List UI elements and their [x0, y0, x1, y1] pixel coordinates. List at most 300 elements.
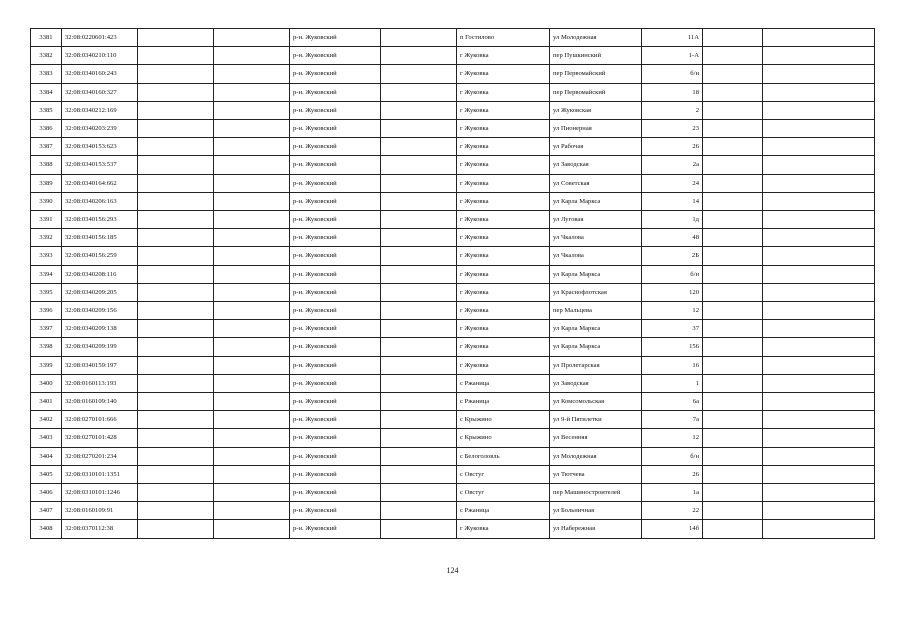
house-number-cell: 37 [642, 320, 703, 338]
empty-cell [381, 156, 457, 174]
empty-cell [381, 302, 457, 320]
house-number-cell: 23 [642, 120, 703, 138]
row-number-cell: 3408 [31, 520, 62, 538]
empty-cell [763, 192, 875, 210]
empty-cell [138, 211, 214, 229]
empty-cell [703, 447, 763, 465]
empty-cell [138, 374, 214, 392]
street-cell: пер Пушкинский [550, 47, 642, 65]
empty-cell [214, 174, 290, 192]
table-row [31, 502, 875, 520]
empty-cell [703, 29, 763, 47]
empty-cell [763, 156, 875, 174]
street-cell: ул Чкалова [550, 229, 642, 247]
empty-cell [763, 83, 875, 101]
cadastral-number-cell: 32:08:0340210:110 [62, 47, 138, 65]
cadastral-number-cell: 32:08:0310101:1246 [62, 484, 138, 502]
settlement-cell: г Жуковка [457, 101, 550, 119]
settlement-cell: г Жуковка [457, 138, 550, 156]
empty-cell [763, 447, 875, 465]
empty-cell [214, 156, 290, 174]
empty-cell [214, 374, 290, 392]
cadastral-number-cell: 32:08:0340209:156 [62, 302, 138, 320]
cadastral-number-cell: 32:08:0340160:243 [62, 65, 138, 83]
cadastral-number-cell: 32:08:0220601:423 [62, 29, 138, 47]
empty-cell [214, 393, 290, 411]
empty-cell [703, 520, 763, 538]
settlement-cell: г Жуковка [457, 283, 550, 301]
table-row [31, 174, 875, 192]
empty-cell [138, 411, 214, 429]
row-number-cell: 3397 [31, 320, 62, 338]
district-cell: р-н. Жуковский [290, 247, 381, 265]
empty-cell [138, 229, 214, 247]
house-number-cell: б/н [642, 65, 703, 83]
empty-cell [214, 411, 290, 429]
empty-cell [381, 120, 457, 138]
empty-cell [214, 65, 290, 83]
house-number-cell: б/н [642, 265, 703, 283]
street-cell: пер Первомайский [550, 65, 642, 83]
street-cell: пер Мальцева [550, 302, 642, 320]
district-cell: р-н. Жуковский [290, 211, 381, 229]
empty-cell [381, 265, 457, 283]
settlement-cell: с Овстуг [457, 484, 550, 502]
empty-cell [381, 429, 457, 447]
empty-cell [763, 47, 875, 65]
cadastral-number-cell: 32:08:0160109:140 [62, 393, 138, 411]
house-number-cell: 48 [642, 229, 703, 247]
district-cell: р-н. Жуковский [290, 338, 381, 356]
table-row [31, 29, 875, 47]
page-number: 124 [446, 566, 459, 575]
settlement-cell: г Жуковка [457, 247, 550, 265]
row-number-cell: 3401 [31, 393, 62, 411]
street-cell: ул Карла Маркса [550, 265, 642, 283]
settlement-cell: г Жуковка [457, 47, 550, 65]
empty-cell [763, 120, 875, 138]
row-number-cell: 3404 [31, 447, 62, 465]
row-number-cell: 3393 [31, 247, 62, 265]
empty-cell [214, 465, 290, 483]
empty-cell [703, 247, 763, 265]
street-cell: ул Молодежная [550, 447, 642, 465]
district-cell: р-н. Жуковский [290, 484, 381, 502]
row-number-cell: 3399 [31, 356, 62, 374]
empty-cell [703, 120, 763, 138]
house-number-cell: 2Б [642, 247, 703, 265]
empty-cell [381, 374, 457, 392]
empty-cell [763, 211, 875, 229]
cadastral-number-cell: 32:08:0340153:537 [62, 156, 138, 174]
table-row [31, 465, 875, 483]
street-cell: ул Луговая [550, 211, 642, 229]
row-number-cell: 3381 [31, 29, 62, 47]
empty-cell [138, 302, 214, 320]
district-cell: р-н. Жуковский [290, 320, 381, 338]
table-row [31, 356, 875, 374]
cadastral-number-cell: 32:08:0370112:38 [62, 520, 138, 538]
empty-cell [703, 174, 763, 192]
empty-cell [703, 374, 763, 392]
empty-cell [381, 484, 457, 502]
district-cell: р-н. Жуковский [290, 192, 381, 210]
district-cell: р-н. Жуковский [290, 502, 381, 520]
street-cell: ул Комсомольская [550, 393, 642, 411]
row-number-cell: 3394 [31, 265, 62, 283]
empty-cell [763, 174, 875, 192]
settlement-cell: г Жуковка [457, 65, 550, 83]
house-number-cell: 26 [642, 138, 703, 156]
settlement-cell: с Белоголовль [457, 447, 550, 465]
row-number-cell: 3389 [31, 174, 62, 192]
empty-cell [703, 302, 763, 320]
empty-cell [381, 47, 457, 65]
empty-cell [381, 174, 457, 192]
settlement-cell: г Жуковка [457, 83, 550, 101]
street-cell: ул Карла Маркса [550, 338, 642, 356]
street-cell: ул Рабочая [550, 138, 642, 156]
empty-cell [138, 138, 214, 156]
row-number-cell: 3398 [31, 338, 62, 356]
empty-cell [214, 484, 290, 502]
house-number-cell: 14 [642, 192, 703, 210]
house-number-cell: 1-А [642, 47, 703, 65]
empty-cell [214, 265, 290, 283]
empty-cell [138, 47, 214, 65]
table-row [31, 65, 875, 83]
settlement-cell: с Крыжино [457, 411, 550, 429]
empty-cell [138, 192, 214, 210]
settlement-cell: с Ржаница [457, 502, 550, 520]
street-cell: ул Весенняя [550, 429, 642, 447]
district-cell: р-н. Жуковский [290, 374, 381, 392]
settlement-cell: г Жуковка [457, 174, 550, 192]
district-cell: р-н. Жуковский [290, 393, 381, 411]
empty-cell [214, 447, 290, 465]
row-number-cell: 3388 [31, 156, 62, 174]
cadastral-number-cell: 32:08:0310101:1351 [62, 465, 138, 483]
empty-cell [138, 320, 214, 338]
empty-cell [381, 192, 457, 210]
empty-cell [703, 320, 763, 338]
house-number-cell: 2 [642, 101, 703, 119]
cadastral-number-cell: 32:08:0340156:293 [62, 211, 138, 229]
empty-cell [381, 283, 457, 301]
empty-cell [763, 502, 875, 520]
empty-cell [763, 302, 875, 320]
empty-cell [763, 101, 875, 119]
empty-cell [214, 192, 290, 210]
table-row [31, 247, 875, 265]
street-cell: ул Краснофлотская [550, 283, 642, 301]
row-number-cell: 3406 [31, 484, 62, 502]
empty-cell [703, 138, 763, 156]
empty-cell [214, 356, 290, 374]
empty-cell [214, 429, 290, 447]
street-cell: ул Карла Маркса [550, 320, 642, 338]
empty-cell [763, 411, 875, 429]
table-row [31, 520, 875, 538]
empty-cell [763, 465, 875, 483]
address-registry-table [30, 28, 875, 539]
table-row [31, 447, 875, 465]
street-cell: ул Набережная [550, 520, 642, 538]
cadastral-number-cell: 32:08:0340209:138 [62, 320, 138, 338]
empty-cell [703, 229, 763, 247]
empty-cell [214, 83, 290, 101]
cadastral-number-cell: 32:08:0340156:259 [62, 247, 138, 265]
empty-cell [703, 484, 763, 502]
empty-cell [214, 229, 290, 247]
house-number-cell: 14б [642, 520, 703, 538]
cadastral-number-cell: 32:08:0340159:197 [62, 356, 138, 374]
cadastral-number-cell: 32:08:0340160:327 [62, 83, 138, 101]
cadastral-number-cell: 32:08:0160109:91 [62, 502, 138, 520]
row-number-cell: 3395 [31, 283, 62, 301]
table-row [31, 192, 875, 210]
district-cell: р-н. Жуковский [290, 83, 381, 101]
street-cell: ул Заводская [550, 374, 642, 392]
settlement-cell: г Жуковка [457, 338, 550, 356]
street-cell: ул Карла Маркса [550, 192, 642, 210]
house-number-cell: 1а [642, 484, 703, 502]
empty-cell [703, 65, 763, 83]
house-number-cell: 6а [642, 393, 703, 411]
empty-cell [214, 101, 290, 119]
empty-cell [381, 211, 457, 229]
empty-cell [703, 211, 763, 229]
cadastral-number-cell: 32:08:0340209:205 [62, 283, 138, 301]
district-cell: р-н. Жуковский [290, 29, 381, 47]
district-cell: р-н. Жуковский [290, 229, 381, 247]
table-row [31, 120, 875, 138]
street-cell: пер Машиностроителей [550, 484, 642, 502]
empty-cell [138, 429, 214, 447]
settlement-cell: с Ржаница [457, 374, 550, 392]
empty-cell [763, 520, 875, 538]
cadastral-number-cell: 32:08:0270101:428 [62, 429, 138, 447]
cadastral-number-cell: 32:08:0340206:163 [62, 192, 138, 210]
empty-cell [138, 484, 214, 502]
empty-cell [214, 520, 290, 538]
empty-cell [763, 247, 875, 265]
empty-cell [381, 393, 457, 411]
empty-cell [763, 265, 875, 283]
house-number-cell: 18 [642, 83, 703, 101]
empty-cell [763, 229, 875, 247]
empty-cell [381, 29, 457, 47]
empty-cell [703, 465, 763, 483]
empty-cell [763, 338, 875, 356]
empty-cell [381, 338, 457, 356]
settlement-cell: с Овстуг [457, 465, 550, 483]
empty-cell [703, 393, 763, 411]
street-cell: ул Чкалова [550, 247, 642, 265]
table-row [31, 138, 875, 156]
row-number-cell: 3385 [31, 101, 62, 119]
empty-cell [138, 338, 214, 356]
empty-cell [763, 393, 875, 411]
table-row [31, 283, 875, 301]
table-row [31, 47, 875, 65]
empty-cell [381, 247, 457, 265]
empty-cell [214, 247, 290, 265]
empty-cell [381, 320, 457, 338]
empty-cell [703, 429, 763, 447]
cadastral-number-cell: 32:08:0160113:193 [62, 374, 138, 392]
empty-cell [763, 429, 875, 447]
empty-cell [138, 447, 214, 465]
empty-cell [381, 101, 457, 119]
cadastral-number-cell: 32:08:0340153:623 [62, 138, 138, 156]
street-cell: пер Первомайский [550, 83, 642, 101]
street-cell: ул 9-й Пятилетки [550, 411, 642, 429]
district-cell: р-н. Жуковский [290, 265, 381, 283]
row-number-cell: 3382 [31, 47, 62, 65]
district-cell: р-н. Жуковский [290, 429, 381, 447]
empty-cell [381, 138, 457, 156]
empty-cell [214, 302, 290, 320]
settlement-cell: г Жуковка [457, 120, 550, 138]
table-row [31, 429, 875, 447]
empty-cell [138, 101, 214, 119]
settlement-cell: г Жуковка [457, 520, 550, 538]
district-cell: р-н. Жуковский [290, 283, 381, 301]
empty-cell [138, 174, 214, 192]
district-cell: р-н. Жуковский [290, 465, 381, 483]
empty-cell [703, 101, 763, 119]
district-cell: р-н. Жуковский [290, 101, 381, 119]
settlement-cell: п Гостилово [457, 29, 550, 47]
empty-cell [703, 356, 763, 374]
empty-cell [214, 47, 290, 65]
district-cell: р-н. Жуковский [290, 120, 381, 138]
empty-cell [138, 502, 214, 520]
empty-cell [763, 65, 875, 83]
empty-cell [138, 356, 214, 374]
empty-cell [763, 283, 875, 301]
empty-cell [703, 411, 763, 429]
empty-cell [703, 83, 763, 101]
row-number-cell: 3400 [31, 374, 62, 392]
empty-cell [138, 65, 214, 83]
empty-cell [381, 83, 457, 101]
house-number-cell: 12 [642, 429, 703, 447]
empty-cell [138, 283, 214, 301]
house-number-cell: 22 [642, 502, 703, 520]
empty-cell [214, 211, 290, 229]
settlement-cell: г Жуковка [457, 302, 550, 320]
row-number-cell: 3392 [31, 229, 62, 247]
registry-table-body [31, 29, 875, 539]
row-number-cell: 3391 [31, 211, 62, 229]
empty-cell [381, 465, 457, 483]
cadastral-number-cell: 32:08:0340209:199 [62, 338, 138, 356]
street-cell: ул Пролетарская [550, 356, 642, 374]
table-row [31, 265, 875, 283]
table-row [31, 302, 875, 320]
house-number-cell: 120 [642, 283, 703, 301]
street-cell: ул Больничная [550, 502, 642, 520]
settlement-cell: г Жуковка [457, 156, 550, 174]
empty-cell [763, 374, 875, 392]
street-cell: ул Молодежная [550, 29, 642, 47]
street-cell: ул Жуковская [550, 101, 642, 119]
settlement-cell: г Жуковка [457, 356, 550, 374]
empty-cell [214, 29, 290, 47]
house-number-cell: 12 [642, 302, 703, 320]
empty-cell [703, 156, 763, 174]
cadastral-number-cell: 32:08:0270101:666 [62, 411, 138, 429]
settlement-cell: г Жуковка [457, 320, 550, 338]
cadastral-number-cell: 32:08:0270201:234 [62, 447, 138, 465]
table-row [31, 83, 875, 101]
house-number-cell: 1д [642, 211, 703, 229]
empty-cell [763, 356, 875, 374]
empty-cell [703, 502, 763, 520]
empty-cell [381, 520, 457, 538]
house-number-cell: 26 [642, 465, 703, 483]
table-row [31, 156, 875, 174]
empty-cell [214, 502, 290, 520]
empty-cell [138, 156, 214, 174]
district-cell: р-н. Жуковский [290, 302, 381, 320]
house-number-cell: 24 [642, 174, 703, 192]
table-row [31, 101, 875, 119]
settlement-cell: г Жуковка [457, 229, 550, 247]
empty-cell [381, 447, 457, 465]
empty-cell [214, 283, 290, 301]
empty-cell [138, 265, 214, 283]
house-number-cell: б/н [642, 447, 703, 465]
row-number-cell: 3390 [31, 192, 62, 210]
cadastral-number-cell: 32:08:0340156:185 [62, 229, 138, 247]
street-cell: ул Тютчева [550, 465, 642, 483]
settlement-cell: г Жуковка [457, 192, 550, 210]
row-number-cell: 3405 [31, 465, 62, 483]
empty-cell [763, 320, 875, 338]
empty-cell [703, 47, 763, 65]
row-number-cell: 3407 [31, 502, 62, 520]
empty-cell [763, 484, 875, 502]
district-cell: р-н. Жуковский [290, 411, 381, 429]
cadastral-number-cell: 32:08:0340203:239 [62, 120, 138, 138]
empty-cell [138, 29, 214, 47]
empty-cell [138, 120, 214, 138]
table-row [31, 393, 875, 411]
empty-cell [214, 120, 290, 138]
table-row [31, 411, 875, 429]
empty-cell [703, 192, 763, 210]
cadastral-number-cell: 32:08:0340208:116 [62, 265, 138, 283]
empty-cell [138, 520, 214, 538]
empty-cell [381, 65, 457, 83]
empty-cell [381, 411, 457, 429]
table-row [31, 320, 875, 338]
row-number-cell: 3403 [31, 429, 62, 447]
table-row [31, 211, 875, 229]
district-cell: р-н. Жуковский [290, 174, 381, 192]
street-cell: ул Советская [550, 174, 642, 192]
empty-cell [703, 283, 763, 301]
row-number-cell: 3396 [31, 302, 62, 320]
empty-cell [214, 338, 290, 356]
district-cell: р-н. Жуковский [290, 356, 381, 374]
empty-cell [138, 83, 214, 101]
empty-cell [381, 229, 457, 247]
street-cell: ул Пионерная [550, 120, 642, 138]
